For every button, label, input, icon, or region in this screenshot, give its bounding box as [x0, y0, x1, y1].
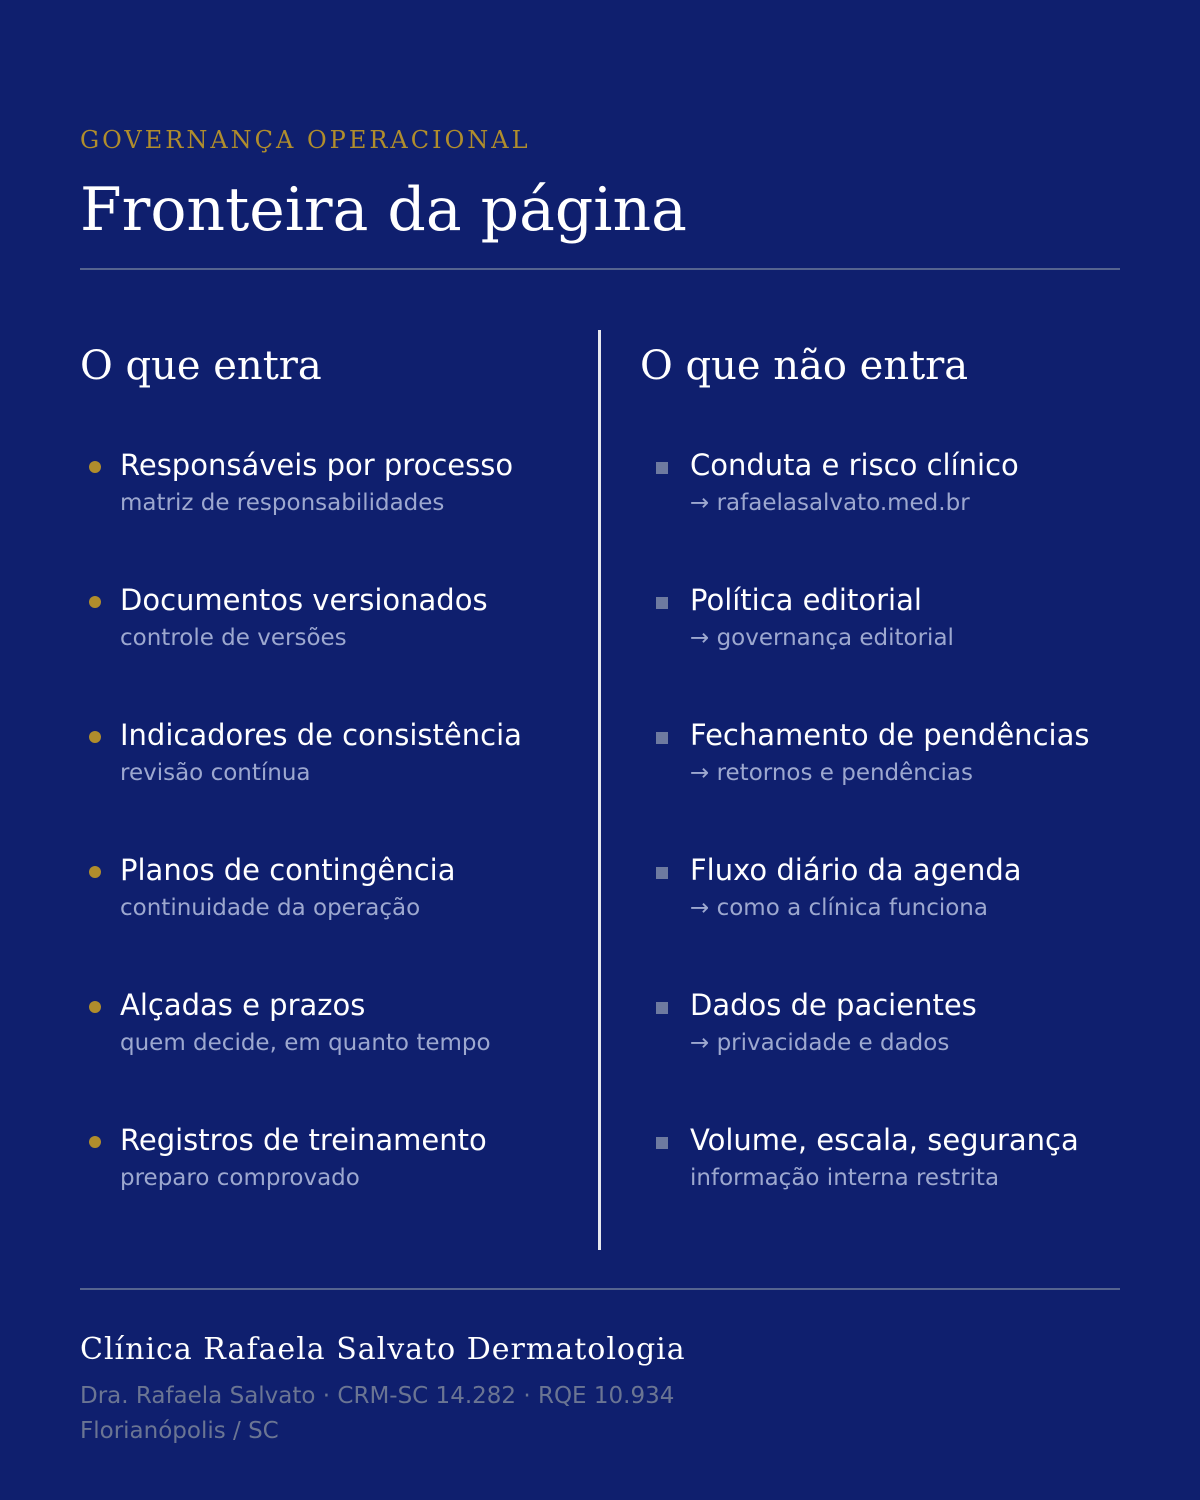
item-subtitle: → privacidade e dados	[690, 1030, 950, 1056]
bullet-dot-icon	[89, 1136, 101, 1148]
item-title: Planos de contingência	[120, 853, 456, 887]
clinic-name: Clínica Rafaela Salvato Dermatologia	[80, 1332, 686, 1367]
bullet-dot-icon	[89, 596, 101, 608]
item-title: Dados de pacientes	[690, 988, 977, 1022]
item-subtitle: matriz de responsabilidades	[120, 490, 445, 516]
item-subtitle: → governança editorial	[690, 625, 954, 651]
bullet-dot-icon	[89, 731, 101, 743]
item-subtitle: quem decide, em quanto tempo	[120, 1030, 491, 1056]
item-subtitle: → como a clínica funciona	[690, 895, 988, 921]
item-subtitle: controle de versões	[120, 625, 347, 651]
page-title: Fronteira da página	[80, 175, 687, 245]
item-subtitle: → rafaelasalvato.med.br	[690, 490, 970, 516]
item-subtitle: continuidade da operação	[120, 895, 421, 921]
bullet-square-icon	[656, 732, 668, 744]
bottom-divider	[80, 1288, 1120, 1290]
column-heading-included: O que entra	[80, 343, 322, 389]
bullet-square-icon	[656, 1002, 668, 1014]
item-title: Responsáveis por processo	[120, 448, 514, 482]
item-title: Política editorial	[690, 583, 922, 617]
page	[80, 0, 1120, 1500]
bullet-dot-icon	[89, 1001, 101, 1013]
bullet-dot-icon	[89, 461, 101, 473]
bullet-square-icon	[656, 1137, 668, 1149]
column-heading-excluded: O que não entra	[640, 343, 969, 389]
item-title: Documentos versionados	[120, 583, 488, 617]
item-subtitle: revisão contínua	[120, 760, 311, 786]
eyebrow-label: GOVERNANÇA OPERACIONAL	[80, 126, 531, 154]
item-title: Alçadas e prazos	[120, 988, 366, 1022]
bullet-square-icon	[656, 597, 668, 609]
item-title: Indicadores de consistência	[120, 718, 522, 752]
item-title: Fluxo diário da agenda	[690, 853, 1022, 887]
item-subtitle: → retornos e pendências	[690, 760, 973, 786]
top-divider	[80, 268, 1120, 270]
item-title: Volume, escala, segurança	[690, 1123, 1079, 1157]
column-divider	[598, 330, 601, 1250]
item-subtitle: preparo comprovado	[120, 1165, 360, 1191]
item-title: Conduta e risco clínico	[690, 448, 1019, 482]
bullet-square-icon	[656, 867, 668, 879]
clinic-location: Florianópolis / SC	[80, 1418, 279, 1444]
doctor-credentials: Dra. Rafaela Salvato · CRM-SC 14.282 · RQE 10.934	[80, 1383, 675, 1409]
item-title: Fechamento de pendências	[690, 718, 1090, 752]
item-title: Registros de treinamento	[120, 1123, 487, 1157]
item-subtitle: informação interna restrita	[690, 1165, 1000, 1191]
bullet-dot-icon	[89, 866, 101, 878]
bullet-square-icon	[656, 462, 668, 474]
